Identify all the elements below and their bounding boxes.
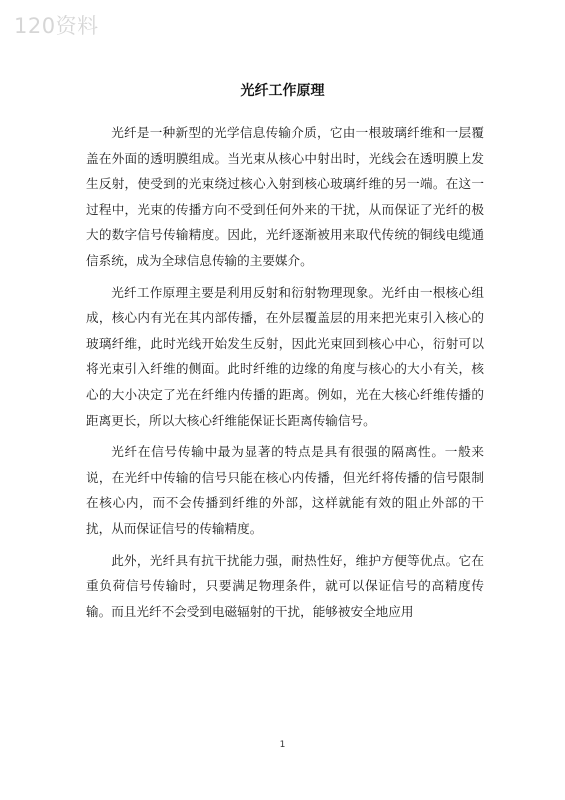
paragraph-4: 此外，光纤具有抗干扰能力强，耐热性好，维护方便等优点。它在重负荷信号传输时，只要满足物理条件，就可以保证信号的高精度传输。而且光纤不会受到电磁辐射的干扰，能够被安全地应用	[86, 552, 484, 619]
document-body	[86, 120, 484, 630]
paragraph-2: 光纤工作原理主要是利用反射和衍射物理现象。光纤由一根核心组成，核心内有光在其内部传播，在外层覆盖层的用来把光束引入核心的玻璃纤维，此时光线开始发生反射，因此光束回到核心中心，衍射可以将光束引入纤维的侧面。此时纤维的边缘的角度与核心的大小有关，核心的大小决定了光在纤维内传播的距离。例如，光在大核心纤维传播的距离更长，所以大核心纤维能保证长距离传输信号。	[86, 284, 484, 428]
page-number: 1	[279, 740, 286, 750]
document-title: 光纤工作原理	[240, 83, 325, 99]
paragraph-1: 光纤是一种新型的光学信息传输介质，它由一根玻璃纤维和一层覆盖在外面的透明膜组成。当光束从核心中射出时，光线会在透明膜上发生反射，使受到的光束绕过核心入射到核心玻璃纤维的另一端。在这一过程中，光束的传播方向不受到任何外来的干扰，从而保证了光纤的极大的数字信号传输精度。因此，光纤逐渐被用来取代传统的铜线电缆通信系统，成为全球信息传输的主要媒介。	[86, 125, 484, 268]
paragraph-3: 光纤在信号传输中最为显著的特点是具有很强的隔离性。一般来说，在光纤中传输的信号只能在核心内传播，但光纤将传播的信号限制在核心内，而不会传播到纤维的外部，这样就能有效的阻止外部的干扰，从而保证信号的传输精度。	[86, 444, 484, 536]
watermark-logo: 120资料	[14, 14, 99, 38]
